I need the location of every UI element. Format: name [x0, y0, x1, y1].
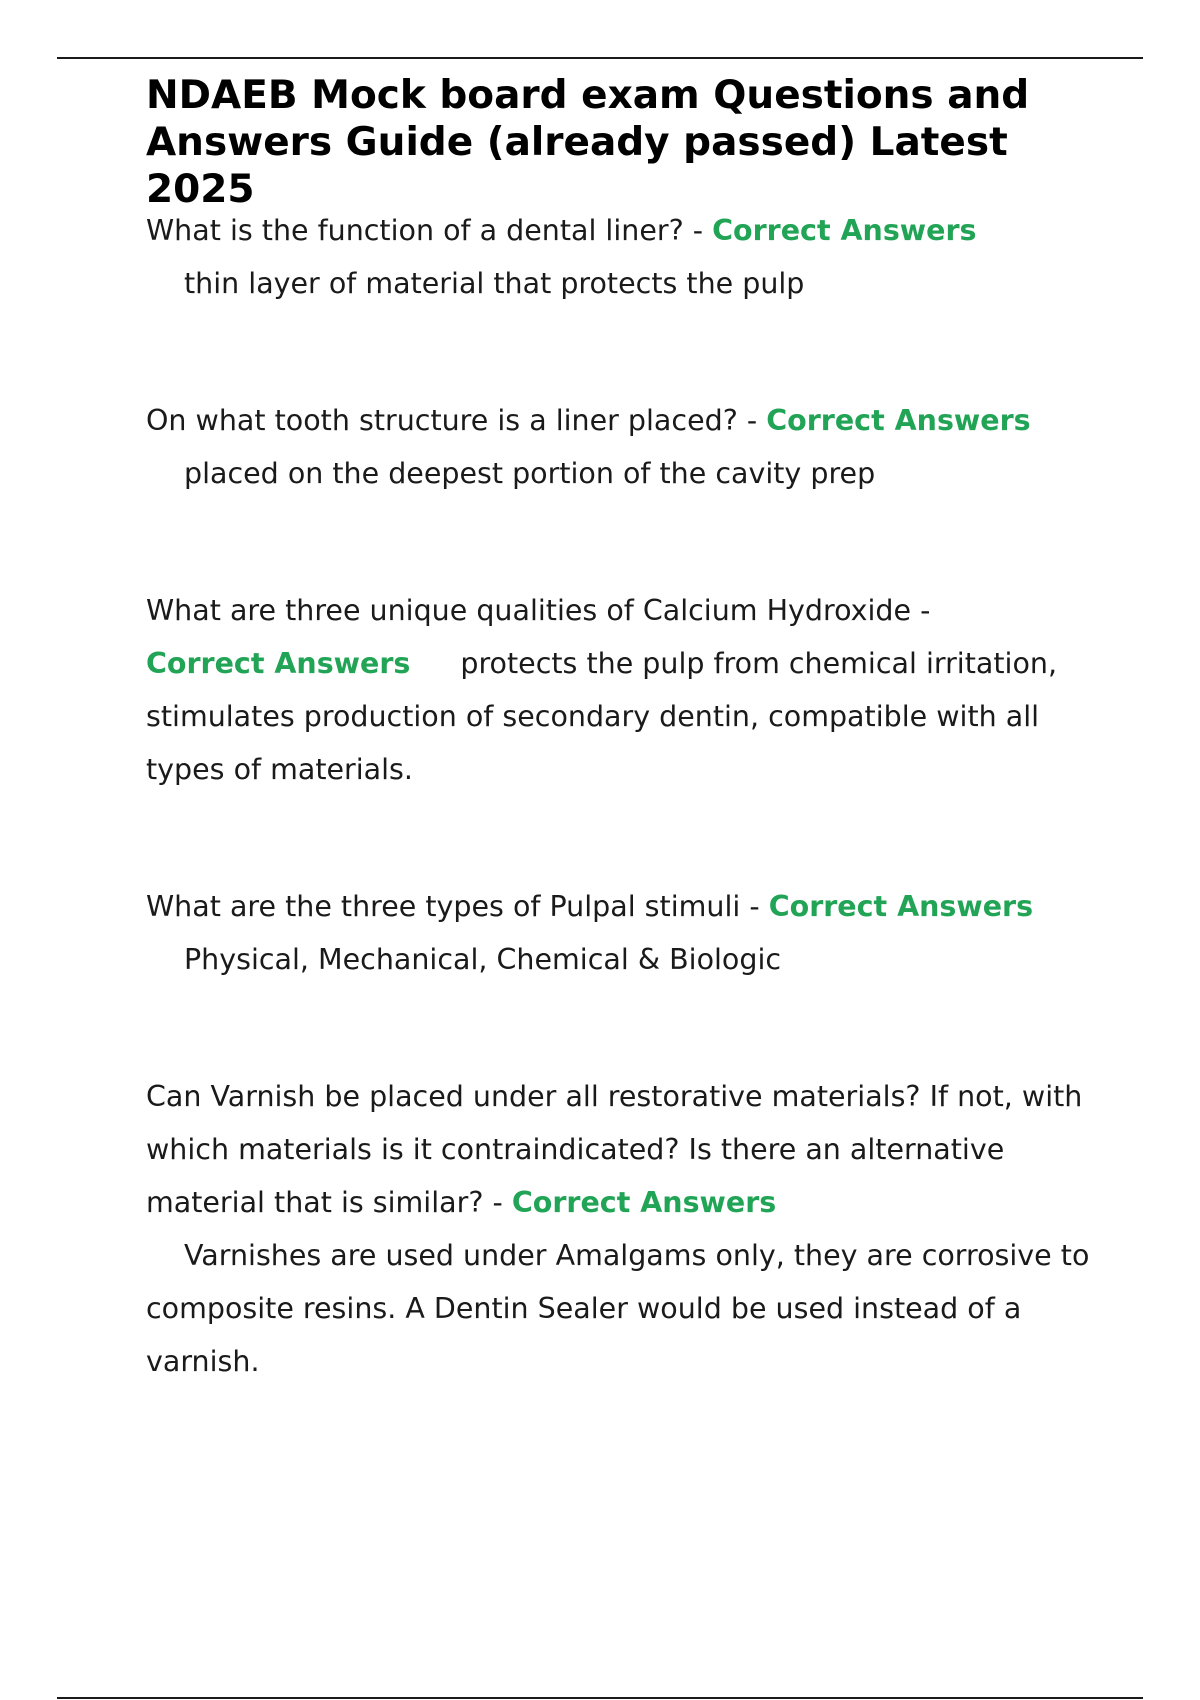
question-text: On what tooth structure is a liner placed? -: [146, 404, 758, 437]
correct-answers-label: Correct Answers: [146, 647, 411, 680]
qa-item: [146, 204, 1106, 310]
answer-text: Varnishes are used under Amalgams only, they are corrosive to composite resins. A Dentin Sealer would be used instead of a varnish.: [146, 1239, 1090, 1378]
answer-text: placed on the deepest portion of the cavity prep: [184, 457, 876, 490]
question-text: Can Varnish be placed under all restorative materials? If not, with which materials is it contraindicated? Is there an alternative material that is similar? -: [146, 1080, 1083, 1219]
answer-text: thin layer of material that protects the pulp: [184, 267, 805, 300]
question-text: What are the three types of Pulpal stimuli -: [146, 890, 760, 923]
bottom-rule: [57, 1697, 1143, 1699]
correct-answers-label: Correct Answers: [511, 1186, 777, 1219]
qa-item: [146, 880, 1106, 986]
qa-item: [146, 1070, 1106, 1388]
qa-item: [146, 584, 1106, 796]
question-text: What are three unique qualities of Calcium Hydroxide -: [146, 594, 931, 627]
top-rule: [57, 57, 1143, 59]
correct-answers-label: Correct Answers: [766, 404, 1031, 437]
document-title: NDAEB Mock board exam Questions and Answers Guide (already passed) Latest 2025: [146, 73, 1030, 212]
correct-answers-label: Correct Answers: [712, 214, 977, 247]
answer-text: Physical, Mechanical, Chemical & Biologic: [184, 943, 782, 976]
question-text: What is the function of a dental liner? -: [146, 214, 704, 247]
qa-item: [146, 394, 1106, 500]
document-body: [146, 72, 1106, 1388]
correct-answers-label: Correct Answers: [768, 890, 1034, 923]
answer-text: protects the pulp from chemical irritation, stimulates production of secondary dentin, compatible with all types of materials.: [146, 647, 1058, 786]
